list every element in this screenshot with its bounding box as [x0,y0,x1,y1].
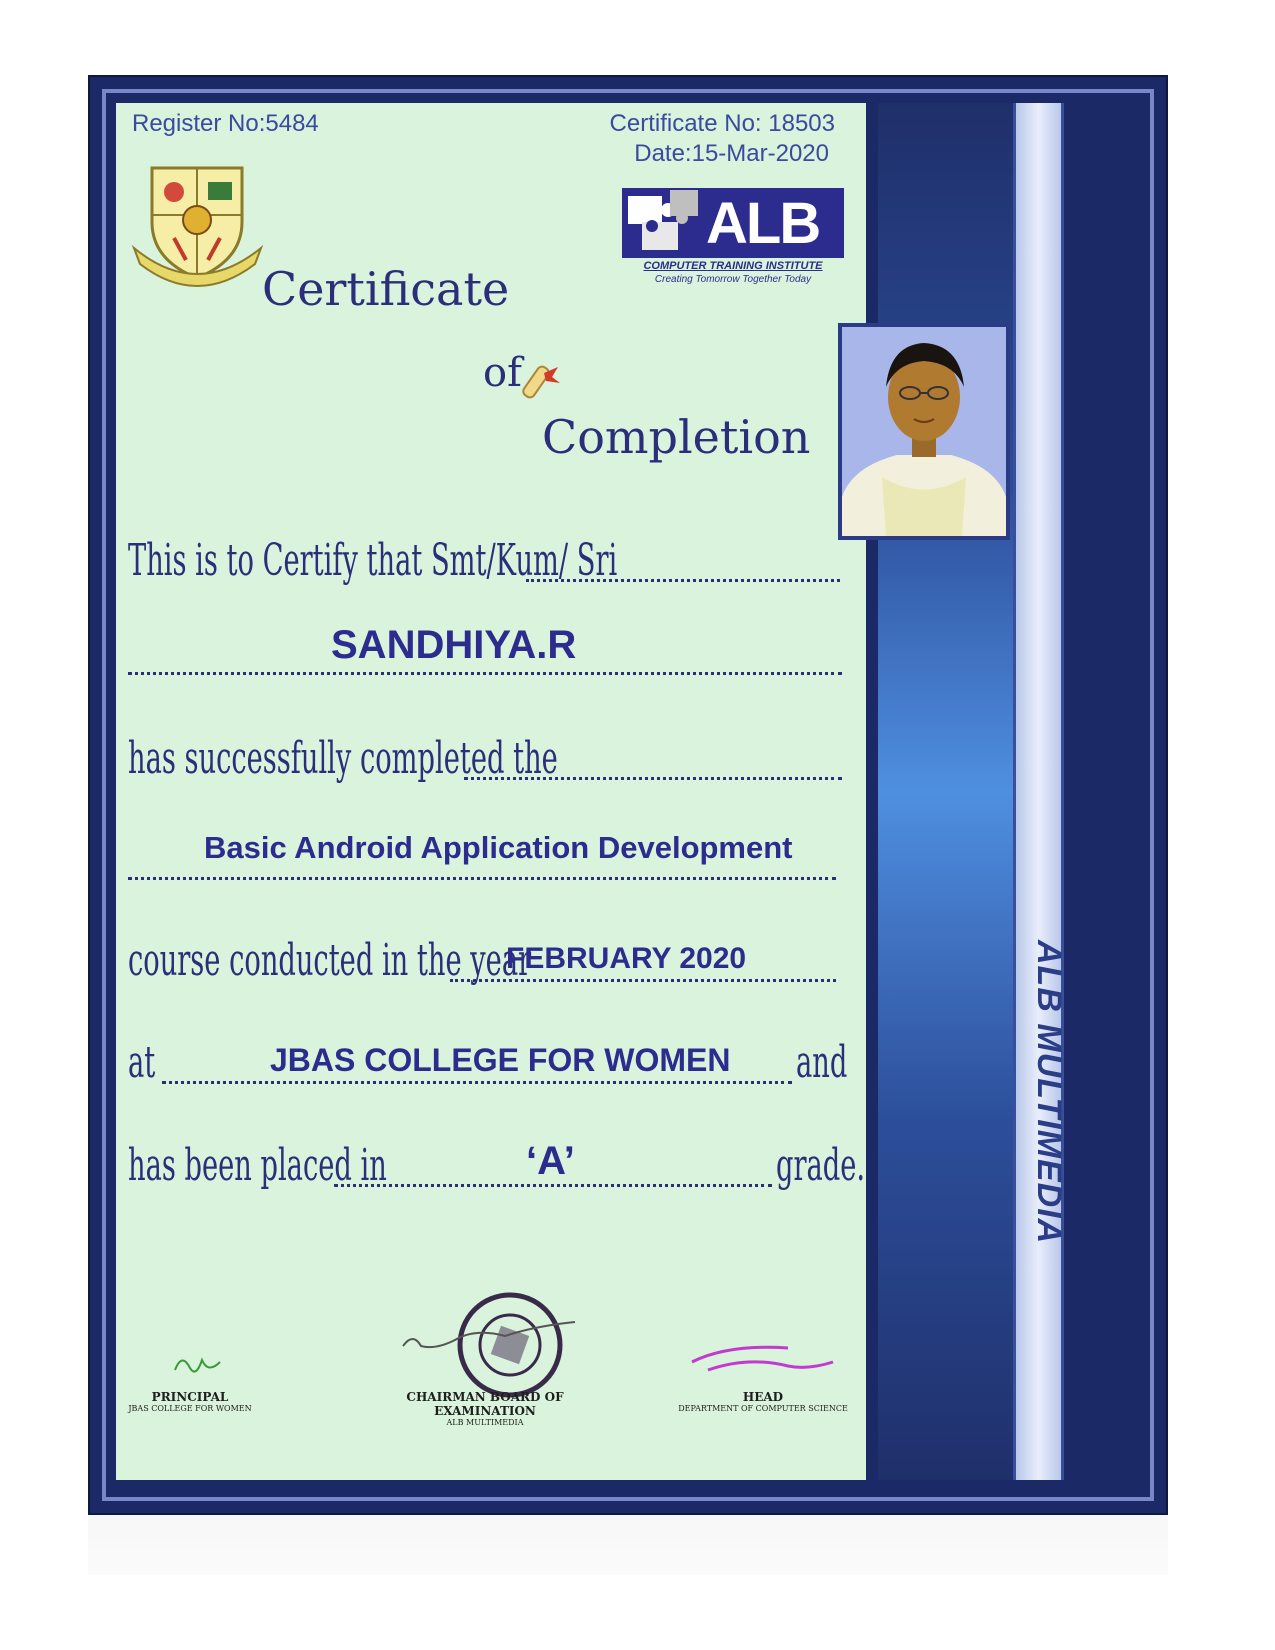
register-number: Register No:5484 [132,110,319,137]
title-certificate: Certificate [262,262,510,316]
placed-text: has been placed in [128,1140,387,1191]
principal-title: PRINCIPAL [151,1390,229,1404]
college-crest-icon [130,160,265,290]
chairman-signature-icon [395,1310,585,1360]
course-year: FEBRUARY 2020 [506,942,747,975]
certify-line [128,535,842,590]
year-dots [450,979,836,982]
year-text: course conducted in the year [128,935,532,986]
head-subtitle: DEPARTMENT OF COMPUTER SCIENCE [678,1404,848,1413]
grade-value: ‘A’ [526,1139,575,1183]
certify-dots [526,579,840,582]
principal-signature-icon [170,1350,230,1380]
head-title: HEAD [742,1390,784,1404]
student-photo [838,323,1010,540]
puzzle-icon [622,188,708,258]
certificate-date: Date:15-Mar-2020 [634,140,829,167]
chairman-title: CHAIRMAN BOARD OF EXAMINATION [406,1390,564,1418]
alb-logo [622,188,844,288]
course-dots [128,877,836,880]
head-signature [668,1390,858,1413]
chairman-signature [360,1390,610,1427]
completed-dots [464,777,842,780]
course-name: Basic Android Application Development [204,830,793,865]
institution-line [128,1037,848,1092]
principal-signature [120,1390,260,1413]
side-label-text: ALB MULTIMEDIA [1030,940,1068,1245]
scroll-ribbon-icon [522,355,562,405]
grade-dots [334,1184,772,1187]
head-signature-icon [688,1340,838,1380]
at-text: at [128,1037,156,1088]
name-dots [128,672,842,675]
grade-text: grade. [776,1140,866,1191]
and-text: and [796,1037,848,1088]
certificate-number: Certificate No: 18503 [609,110,835,137]
alb-subtitle: COMPUTER TRAINING INSTITUTE [643,260,823,272]
completed-text: has successfully completed the [128,733,558,784]
grade-line [128,1139,866,1195]
year-line [128,935,842,990]
certificate-frame [88,75,1168,1515]
institution-dots [162,1081,792,1084]
chairman-subtitle: ALB MULTIMEDIA [446,1418,524,1427]
alb-tagline: Creating Tomorrow Together Today [654,274,812,285]
title-completion: Completion [542,410,811,464]
side-gradient-band [878,103,1018,1480]
student-name: SANDHIYA.R [331,623,577,667]
principal-subtitle: JBAS COLLEGE FOR WOMEN [128,1404,252,1413]
course-line [128,830,842,880]
name-line [128,625,842,675]
person-portrait-icon [842,327,1006,536]
completed-line [128,733,842,788]
alb-brand-text: ALB [706,191,820,256]
certify-text: This is to Certify that Smt/Kum/ Sri [128,535,618,586]
alb-logo-box [622,188,844,258]
title-of: of [483,350,522,396]
institution-name: JBAS COLLEGE FOR WOMEN [270,1042,731,1078]
side-stripe [1013,103,1064,1480]
